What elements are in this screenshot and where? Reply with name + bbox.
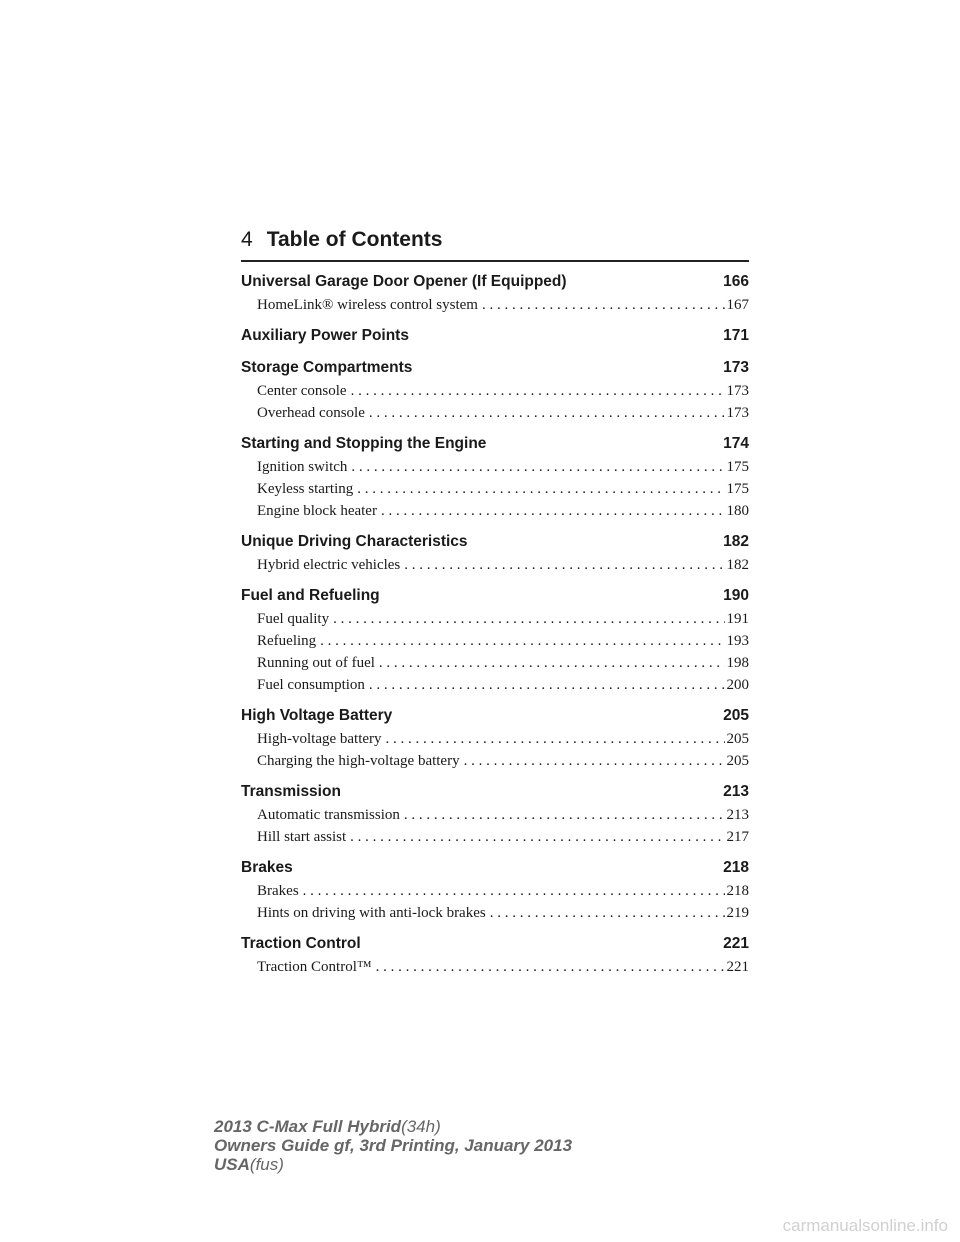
footer-model-code: (34h) xyxy=(401,1117,441,1136)
dot-leader xyxy=(333,608,724,630)
dot-leader xyxy=(464,750,725,772)
dot-leader xyxy=(351,380,725,402)
toc-section-title: High Voltage Battery xyxy=(241,707,393,724)
toc-section xyxy=(241,932,749,978)
toc-section xyxy=(241,432,749,522)
dot-leader xyxy=(376,956,725,978)
toc-entry-page: 217 xyxy=(726,829,749,845)
toc-section-page: 221 xyxy=(723,935,749,952)
dot-leader xyxy=(351,456,724,478)
toc-entry-page: 173 xyxy=(726,405,749,421)
dot-leader xyxy=(369,402,725,424)
toc-entry-page: 167 xyxy=(726,297,749,313)
toc-entry[interactable] xyxy=(241,554,749,576)
footer-market-code: (fus) xyxy=(249,1155,284,1174)
toc-entry-label: Hints on driving with anti-lock brakes xyxy=(257,905,486,921)
toc-section-title: Brakes xyxy=(241,859,293,876)
toc-entry[interactable] xyxy=(241,456,749,478)
toc-entry-page: 205 xyxy=(726,731,749,747)
toc-entry[interactable] xyxy=(241,652,749,674)
toc-entry-page: 173 xyxy=(726,383,749,399)
dot-leader xyxy=(404,554,724,576)
toc-entry-label: Fuel consumption xyxy=(257,677,365,693)
footer-line-1 xyxy=(214,1117,572,1136)
dot-leader xyxy=(320,630,724,652)
page-title: Table of Contents xyxy=(266,228,443,251)
toc-section-heading[interactable] xyxy=(241,432,749,456)
dot-leader xyxy=(379,652,725,674)
footer-model: 2013 C-Max Full Hybrid xyxy=(214,1117,402,1136)
toc-entry-label: Hill start assist xyxy=(257,829,347,845)
toc-entry[interactable] xyxy=(241,402,749,424)
toc-entry[interactable] xyxy=(241,674,749,696)
toc-entry[interactable] xyxy=(241,294,749,316)
footer-line-3 xyxy=(214,1155,572,1174)
toc-section-page: 213 xyxy=(723,783,749,800)
toc-entry-page: 221 xyxy=(726,959,749,975)
toc-entry[interactable] xyxy=(241,956,749,978)
toc-entry[interactable] xyxy=(241,630,749,652)
toc-entry[interactable] xyxy=(241,902,749,924)
toc-entry-page: 180 xyxy=(726,503,749,519)
toc-section-heading[interactable] xyxy=(241,584,749,608)
page-number: 4 xyxy=(241,228,253,251)
toc-section-heading[interactable] xyxy=(241,530,749,554)
toc-section xyxy=(241,324,749,348)
dot-leader xyxy=(386,728,725,750)
toc-entry[interactable] xyxy=(241,728,749,750)
toc-section-page: 166 xyxy=(723,273,749,290)
toc-section xyxy=(241,530,749,576)
toc-entry-label: Running out of fuel xyxy=(257,655,375,671)
toc-section-page: 218 xyxy=(723,859,749,876)
toc-entry-page: 198 xyxy=(726,655,749,671)
toc-section-page: 173 xyxy=(723,359,749,376)
page-header xyxy=(241,228,749,262)
toc-entry-label: Overhead console xyxy=(257,405,365,421)
dot-leader xyxy=(357,478,724,500)
toc-entry[interactable] xyxy=(241,750,749,772)
dot-leader xyxy=(369,674,725,696)
toc-section-heading[interactable] xyxy=(241,270,749,294)
toc-entry-label: HomeLink® wireless control system xyxy=(257,297,478,313)
toc-section-page: 174 xyxy=(723,435,749,452)
toc-section-heading[interactable] xyxy=(241,704,749,728)
toc-section-title: Auxiliary Power Points xyxy=(241,327,409,344)
toc-entry-label: Ignition switch xyxy=(257,459,348,475)
toc-entry-label: Hybrid electric vehicles xyxy=(257,557,401,573)
toc-entry-label: Center console xyxy=(257,383,347,399)
toc-entry-page: 175 xyxy=(726,459,749,475)
toc-section-page: 182 xyxy=(723,533,749,550)
toc-entry[interactable] xyxy=(241,608,749,630)
toc-entry[interactable] xyxy=(241,826,749,848)
toc-section-heading[interactable] xyxy=(241,932,749,956)
toc-section-title: Starting and Stopping the Engine xyxy=(241,435,487,452)
toc-entry-label: Brakes xyxy=(257,883,299,899)
document-footer xyxy=(214,1117,572,1174)
toc-section xyxy=(241,780,749,848)
toc-section-title: Traction Control xyxy=(241,935,361,952)
toc-section-title: Transmission xyxy=(241,783,341,800)
footer-line-2: Owners Guide gf, 3rd Printing, January 2013 xyxy=(214,1136,573,1155)
toc-section-title: Storage Compartments xyxy=(241,359,413,376)
toc-entry-label: Keyless starting xyxy=(257,481,354,497)
dot-leader xyxy=(404,804,725,826)
table-of-contents xyxy=(241,270,749,986)
dot-leader xyxy=(303,880,725,902)
footer-market: USA xyxy=(214,1155,250,1174)
toc-section xyxy=(241,856,749,924)
dot-leader xyxy=(381,500,725,522)
toc-entry-label: Refueling xyxy=(257,633,317,649)
toc-entry[interactable] xyxy=(241,478,749,500)
toc-section xyxy=(241,270,749,316)
toc-entry-label: Automatic transmission xyxy=(257,807,400,823)
toc-section-page: 171 xyxy=(723,327,749,344)
toc-section-page: 205 xyxy=(723,707,749,724)
toc-entry-page: 191 xyxy=(726,611,749,627)
toc-entry-page: 175 xyxy=(726,481,749,497)
toc-section-title: Unique Driving Characteristics xyxy=(241,533,468,550)
toc-section xyxy=(241,356,749,424)
toc-entry[interactable] xyxy=(241,804,749,826)
toc-section-heading[interactable] xyxy=(241,356,749,380)
toc-entry-label: High-voltage battery xyxy=(257,731,382,747)
toc-entry[interactable] xyxy=(241,500,749,522)
dot-leader xyxy=(490,902,725,924)
dot-leader xyxy=(350,826,724,848)
toc-section-heading[interactable] xyxy=(241,856,749,880)
toc-section-heading[interactable] xyxy=(241,780,749,804)
toc-entry[interactable] xyxy=(241,880,749,902)
toc-section-title: Universal Garage Door Opener (If Equipped) xyxy=(241,273,567,290)
toc-entry-page: 219 xyxy=(726,905,749,921)
toc-entry[interactable] xyxy=(241,380,749,402)
toc-section xyxy=(241,584,749,696)
toc-section-page: 190 xyxy=(723,587,749,604)
toc-entry-page: 182 xyxy=(726,557,749,573)
toc-entry-page: 200 xyxy=(726,677,749,693)
toc-section-title: Fuel and Refueling xyxy=(241,587,380,604)
watermark: carmanualsonline.info xyxy=(782,1216,948,1235)
toc-entry-page: 205 xyxy=(726,753,749,769)
toc-entry-page: 193 xyxy=(726,633,749,649)
dot-leader xyxy=(482,294,725,316)
toc-entry-label: Traction Control™ xyxy=(257,959,372,975)
toc-entry-page: 213 xyxy=(726,807,749,823)
toc-section xyxy=(241,704,749,772)
toc-entry-label: Fuel quality xyxy=(257,611,330,627)
toc-entry-label: Charging the high-voltage battery xyxy=(257,753,460,769)
toc-section-heading[interactable] xyxy=(241,324,749,348)
toc-entry-label: Engine block heater xyxy=(257,503,377,519)
toc-entry-page: 218 xyxy=(726,883,749,899)
